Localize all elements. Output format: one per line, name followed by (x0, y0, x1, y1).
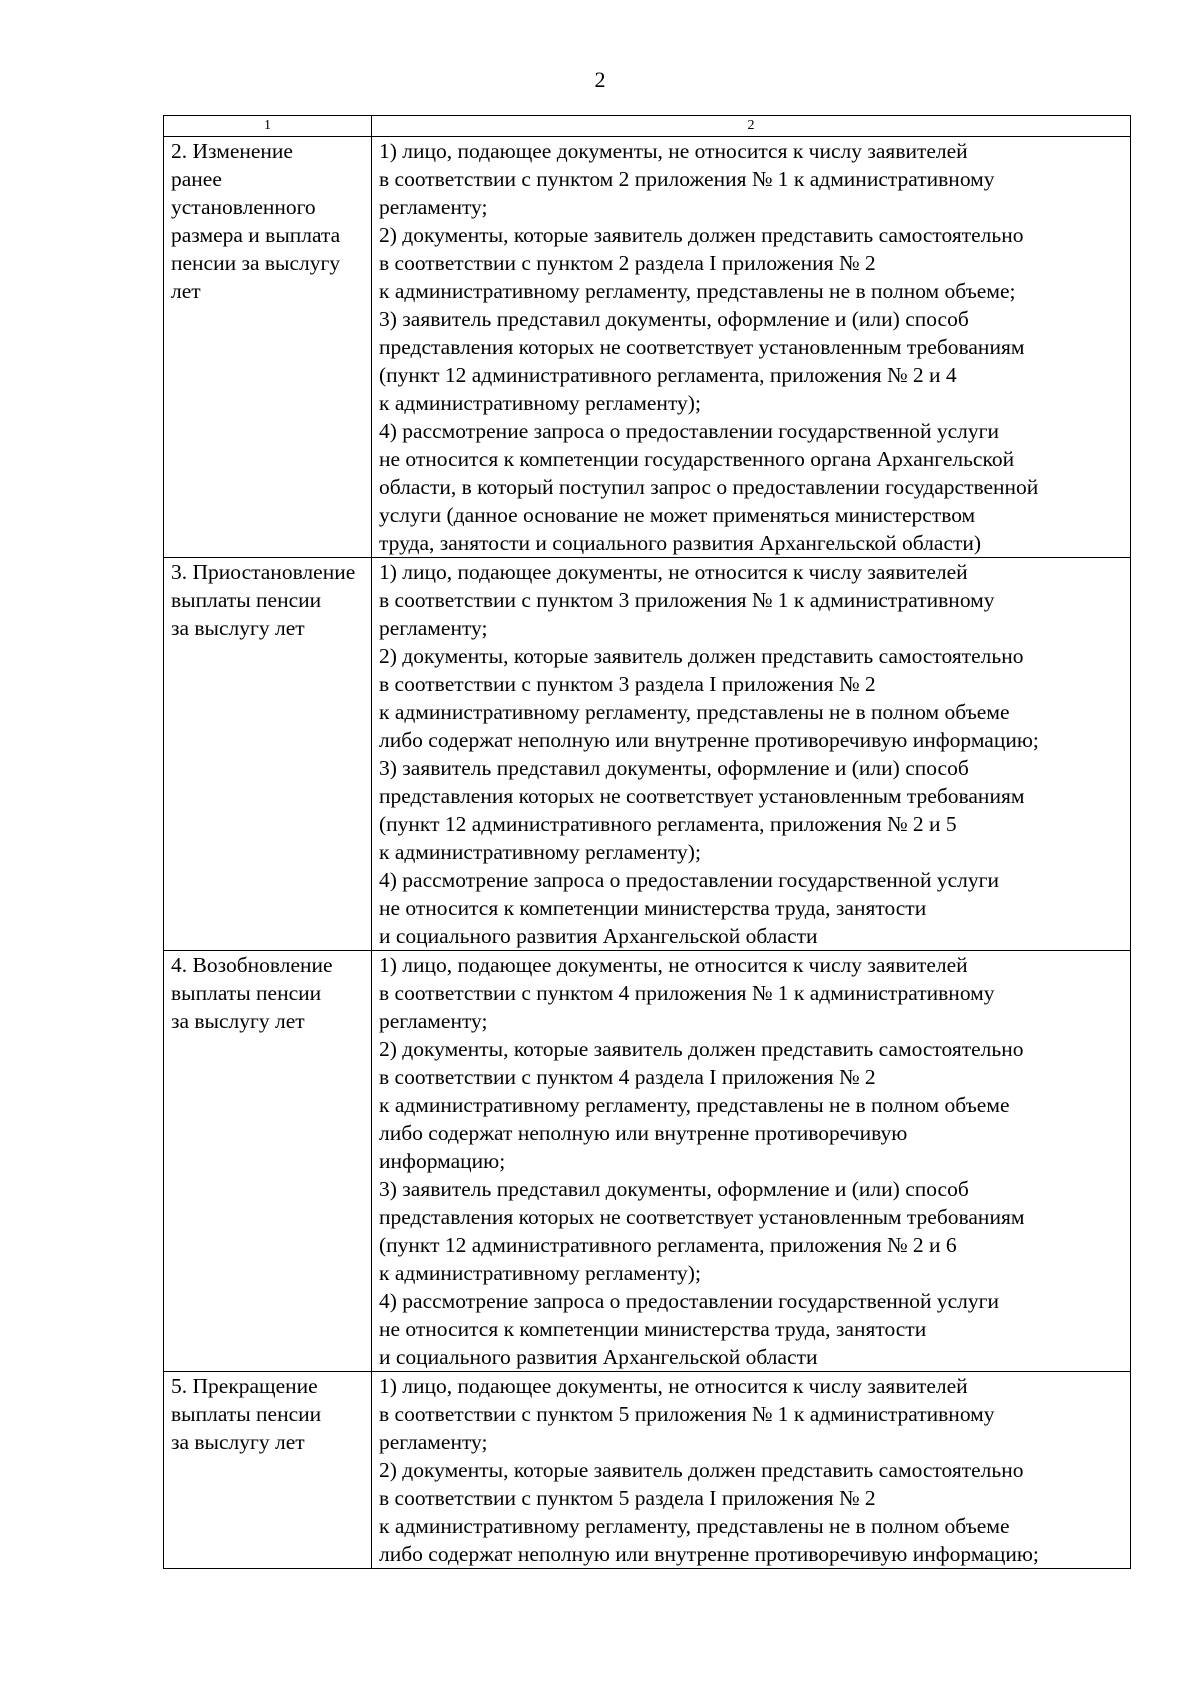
ground-line: к административному регламенту, представлены не в полном объеме (379, 700, 1010, 724)
table-row (164, 137, 1131, 558)
service-name-line: за выслугу лет (171, 1009, 305, 1033)
table-row (164, 951, 1131, 1372)
ground-line: в соответствии с пунктом 3 приложения № 1 к административному (379, 588, 995, 612)
ground-line: (пункт 12 административного регламента, приложения № 2 и 4 (379, 363, 957, 387)
column-header-1: 1 (164, 116, 372, 137)
ground-line: регламенту; (379, 195, 488, 219)
ground-line: 1) лицо, подающее документы, не относится к числу заявителей (379, 1374, 968, 1398)
service-name-cell (164, 558, 372, 951)
ground-line: либо содержат неполную или внутренне противоречивую информацию; (379, 728, 1039, 752)
ground-line: к административному регламенту, представлены не в полном объеме (379, 1514, 1010, 1538)
ground-line: к административному регламенту); (379, 840, 701, 864)
ground-line: представления которых не соответствует установленным требованиям (379, 335, 1025, 359)
service-name-line: ранее (171, 167, 222, 191)
ground-line: в соответствии с пунктом 3 раздела I приложения № 2 (379, 672, 876, 696)
ground-line: регламенту; (379, 1009, 488, 1033)
ground-line: 4) рассмотрение запроса о предоставлении государственной услуги (379, 419, 999, 443)
ground-line: 3) заявитель представил документы, оформление и (или) способ (379, 307, 969, 331)
page-number: 2 (594, 67, 606, 92)
service-name-line: лет (171, 279, 201, 303)
grounds-table (163, 115, 1131, 1569)
ground-line: в соответствии с пунктом 4 раздела I приложения № 2 (379, 1065, 876, 1089)
ground-line: труда, занятости и социального развития Архангельской области) (379, 531, 982, 555)
ground-line: 2) документы, которые заявитель должен представить самостоятельно (379, 644, 1024, 668)
ground-line: к административному регламенту, представлены не в полном объеме (379, 1093, 1010, 1117)
service-name-line: за выслугу лет (171, 1430, 305, 1454)
ground-line: 2) документы, которые заявитель должен представить самостоятельно (379, 1458, 1024, 1482)
ground-line: 2) документы, которые заявитель должен представить самостоятельно (379, 223, 1024, 247)
table-header-row (164, 116, 1131, 137)
ground-line: 4) рассмотрение запроса о предоставлении государственной услуги (379, 1289, 999, 1313)
ground-line: не относится к компетенции министерства труда, занятости (379, 1317, 927, 1341)
ground-line: к административному регламенту); (379, 391, 701, 415)
ground-line: в соответствии с пунктом 5 раздела I приложения № 2 (379, 1486, 876, 1510)
ground-line: не относится к компетенции министерства труда, занятости (379, 896, 927, 920)
service-name-line: выплаты пенсии (171, 588, 322, 612)
service-name-line: 3. Приостановление (171, 560, 356, 584)
ground-line: 1) лицо, подающее документы, не относится к числу заявителей (379, 139, 968, 163)
service-name-line: за выслугу лет (171, 616, 305, 640)
ground-line: 1) лицо, подающее документы, не относится к числу заявителей (379, 953, 968, 977)
service-name-line: 5. Прекращение (171, 1374, 318, 1398)
ground-line: в соответствии с пунктом 5 приложения № 1 к административному (379, 1402, 995, 1426)
service-name-cell (164, 137, 372, 558)
service-name-cell (164, 1372, 372, 1569)
service-name-line: выплаты пенсии (171, 1402, 322, 1426)
ground-line: (пункт 12 административного регламента, приложения № 2 и 5 (379, 812, 957, 836)
ground-line: регламенту; (379, 1430, 488, 1454)
ground-line: регламенту; (379, 616, 488, 640)
ground-line: не относится к компетенции государственного органа Архангельской (379, 447, 1015, 471)
ground-line: представления которых не соответствует установленным требованиям (379, 1205, 1025, 1229)
ground-line: представления которых не соответствует установленным требованиям (379, 784, 1025, 808)
ground-line: 3) заявитель представил документы, оформление и (или) способ (379, 756, 969, 780)
service-name-line: размера и выплата (171, 223, 341, 247)
ground-line: и социального развития Архангельской области (379, 924, 818, 948)
ground-line: либо содержат неполную или внутренне противоречивую (379, 1121, 908, 1145)
ground-line: в соответствии с пунктом 2 раздела I приложения № 2 (379, 251, 876, 275)
ground-line: и социального развития Архангельской области (379, 1345, 818, 1369)
service-name-line: пенсии за выслугу (171, 251, 341, 275)
service-name-line: выплаты пенсии (171, 981, 322, 1005)
ground-line: (пункт 12 административного регламента, приложения № 2 и 6 (379, 1233, 957, 1257)
ground-line: 3) заявитель представил документы, оформление и (или) способ (379, 1177, 969, 1201)
ground-line: в соответствии с пунктом 4 приложения № 1 к административному (379, 981, 995, 1005)
refusal-grounds-cell (372, 558, 1131, 951)
ground-line: 1) лицо, подающее документы, не относится к числу заявителей (379, 560, 968, 584)
ground-line: 4) рассмотрение запроса о предоставлении государственной услуги (379, 868, 999, 892)
refusal-grounds-cell (372, 1372, 1131, 1569)
ground-line: услуги (данное основание не может применяться министерством (379, 503, 976, 527)
ground-line: к административному регламенту); (379, 1261, 701, 1285)
service-name-cell (164, 951, 372, 1372)
service-name-line: установленного (171, 195, 316, 219)
refusal-grounds-cell (372, 137, 1131, 558)
ground-line: в соответствии с пунктом 2 приложения № 1 к административному (379, 167, 995, 191)
table-row (164, 558, 1131, 951)
service-name-line: 2. Изменение (171, 139, 293, 163)
ground-line: к административному регламенту, представлены не в полном объеме; (379, 279, 1016, 303)
ground-line: либо содержат неполную или внутренне противоречивую информацию; (379, 1542, 1039, 1566)
ground-line: области, в который поступил запрос о предоставлении государственной (379, 475, 1039, 499)
ground-line: 2) документы, которые заявитель должен представить самостоятельно (379, 1037, 1024, 1061)
service-name-line: 4. Возобновление (171, 953, 333, 977)
column-header-2: 2 (372, 116, 1131, 137)
table-row (164, 1372, 1131, 1569)
refusal-grounds-cell (372, 951, 1131, 1372)
ground-line: информацию; (379, 1149, 506, 1173)
